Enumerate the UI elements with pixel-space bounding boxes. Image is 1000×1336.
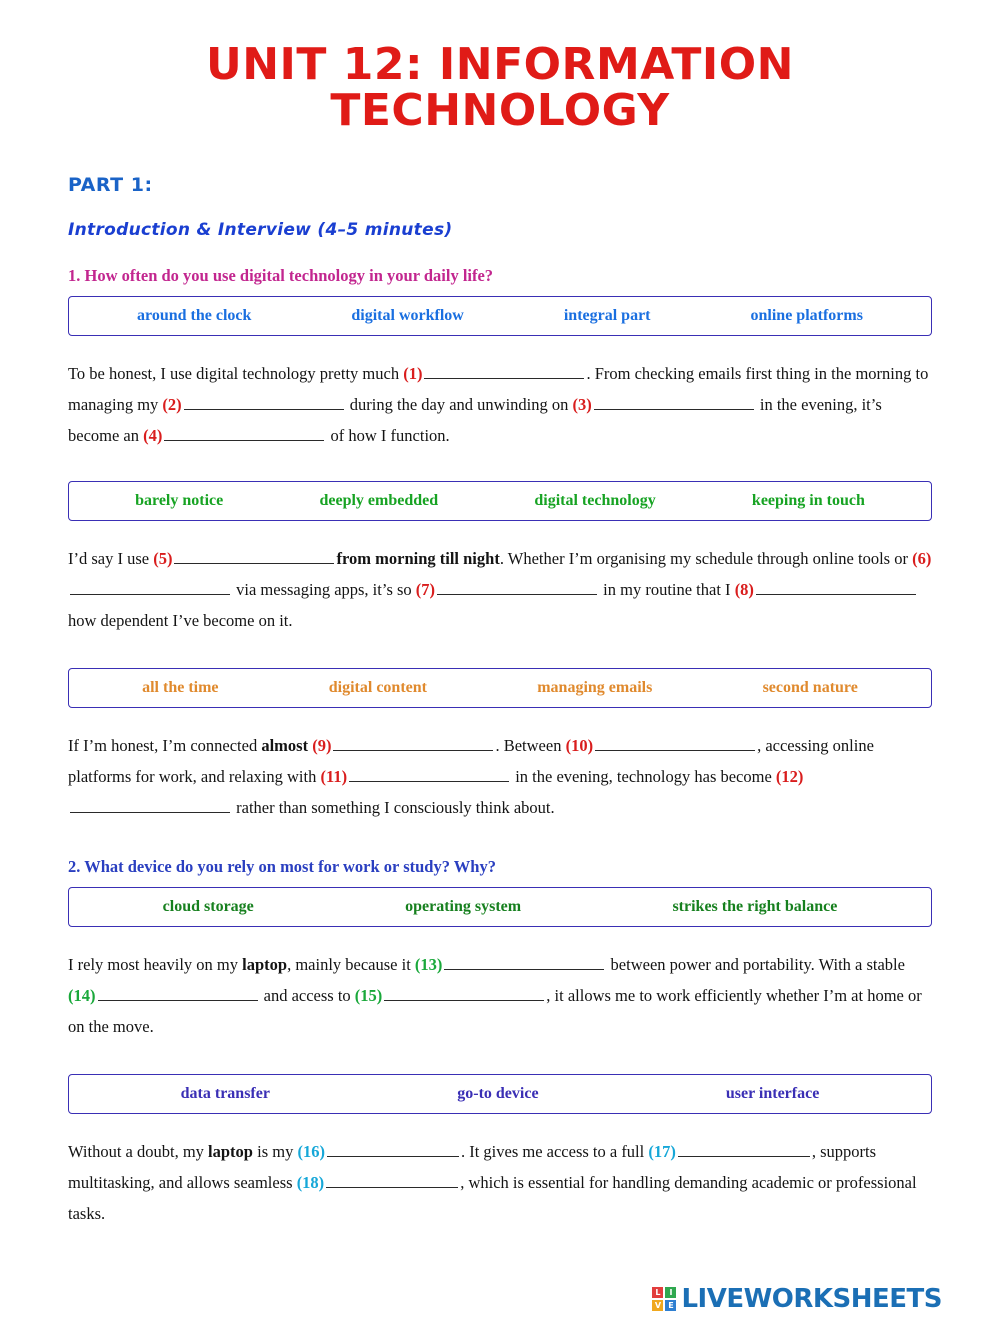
blank-number: (6)	[912, 549, 932, 569]
text-fragment: . Between	[495, 736, 566, 756]
blank-number: (15)	[354, 986, 383, 1006]
blank-number: (11)	[320, 767, 348, 787]
text-emphasis: almost	[261, 736, 309, 756]
blank-number: (14)	[68, 986, 96, 1006]
answer-blank-18[interactable]	[326, 1170, 458, 1188]
text-fragment: how dependent I’ve become on it.	[68, 611, 293, 631]
paragraph-3	[68, 730, 932, 823]
text-fragment: , supports multitasking, and allows seamless	[68, 1142, 877, 1193]
logo-wordmark: LIVEWORKSHEETS	[681, 1284, 942, 1314]
word-bank-item[interactable]: digital content	[328, 679, 427, 697]
word-bank-item[interactable]: data transfer	[180, 1085, 270, 1103]
word-bank-3	[68, 668, 932, 708]
answer-blank-9[interactable]	[333, 733, 493, 751]
paragraph-4	[68, 949, 932, 1042]
text-fragment: via messaging apps, it’s so	[232, 580, 416, 600]
logo-tile-e: E	[665, 1300, 676, 1311]
text-fragment: between power and portability. With a stable	[606, 955, 905, 975]
word-bank-item[interactable]: integral part	[563, 307, 651, 325]
blank-number: (10)	[565, 736, 594, 756]
worksheet-page	[0, 39, 1000, 1336]
blank-number: (7)	[415, 580, 436, 600]
answer-blank-2[interactable]	[184, 392, 344, 410]
word-bank-1	[68, 296, 932, 336]
answer-blank-15[interactable]	[384, 983, 544, 1001]
blank-number: (4)	[143, 426, 163, 446]
text-fragment: If I’m honest, I’m connected	[68, 736, 262, 756]
text-fragment: during the day and unwinding on	[345, 395, 573, 415]
logo-tile-l: L	[652, 1287, 663, 1298]
blank-number: (12)	[775, 767, 804, 787]
word-bank-item[interactable]: second nature	[762, 679, 858, 697]
logo-mark-icon	[652, 1287, 676, 1311]
blank-number: (17)	[648, 1142, 676, 1162]
page-title: UNIT 12: INFORMATION TECHNOLOGY	[206, 39, 794, 137]
logo-tile-v: V	[652, 1300, 663, 1311]
question-2: 2. What device do you rely on most for work or study? Why?	[68, 857, 496, 877]
blank-number: (8)	[734, 580, 754, 600]
section-subtitle: Introduction & Interview (4–5 minutes)	[68, 220, 453, 241]
answer-blank-14[interactable]	[98, 983, 258, 1001]
word-bank-item[interactable]: go-to device	[457, 1085, 539, 1103]
text-fragment: . Whether I’m organising my schedule through online tools or	[499, 549, 913, 569]
text-fragment: in the evening, technology has become	[511, 767, 776, 787]
answer-blank-12[interactable]	[70, 795, 230, 813]
word-bank-item[interactable]: around the clock	[137, 307, 252, 325]
text-fragment: and access to	[259, 986, 355, 1006]
blank-number: (13)	[414, 955, 443, 975]
answer-blank-8[interactable]	[756, 577, 916, 595]
text-fragment: I rely most heavily on my	[68, 955, 243, 975]
word-bank-4	[68, 887, 932, 927]
text-emphasis: laptop	[208, 1142, 253, 1162]
paragraph-2	[68, 543, 932, 636]
text-fragment: , accessing online platforms for work, and relaxing with	[68, 736, 874, 787]
text-fragment: in the evening, it’s become an	[68, 395, 882, 446]
blank-number: (2)	[162, 395, 182, 415]
text-fragment: of how I function.	[326, 426, 450, 446]
word-bank-item[interactable]: deeply embedded	[319, 492, 439, 510]
answer-blank-4[interactable]	[164, 423, 324, 441]
word-bank-5	[68, 1074, 932, 1114]
word-bank-item[interactable]: cloud storage	[162, 898, 254, 916]
blank-number: (3)	[572, 395, 592, 415]
answer-blank-16[interactable]	[327, 1139, 459, 1157]
text-fragment: in my routine that I	[599, 580, 735, 600]
text-fragment: , which is essential for handling demanding academic or professional tasks.	[68, 1173, 917, 1224]
paragraph-1	[68, 358, 932, 451]
blank-number: (5)	[153, 549, 173, 569]
blank-number: (16)	[297, 1142, 325, 1162]
liveworksheets-logo	[652, 1284, 942, 1314]
blank-number: (18)	[296, 1173, 325, 1193]
text-emphasis: from morning till night	[336, 549, 500, 569]
paragraph-5	[68, 1136, 932, 1229]
text-fragment: , it allows me to work efficiently whether I’m at home or on the move.	[68, 986, 922, 1037]
text-emphasis: laptop	[242, 955, 288, 975]
word-bank-item[interactable]: online platforms	[750, 307, 863, 325]
word-bank-item[interactable]: digital technology	[534, 492, 656, 510]
answer-blank-7[interactable]	[437, 577, 597, 595]
word-bank-2	[68, 481, 932, 521]
logo-tile-i: I	[665, 1287, 676, 1298]
word-bank-item[interactable]: operating system	[405, 898, 522, 916]
answer-blank-6[interactable]	[70, 577, 230, 595]
answer-blank-11[interactable]	[349, 764, 509, 782]
part-label: PART 1:	[68, 174, 153, 197]
word-bank-item[interactable]: strikes the right balance	[672, 898, 838, 916]
text-fragment: To be honest, I use digital technology pretty much	[68, 364, 404, 384]
text-fragment: is my	[252, 1142, 298, 1162]
word-bank-item[interactable]: keeping in touch	[751, 492, 865, 510]
blank-number: (1)	[403, 364, 423, 384]
answer-blank-3[interactable]	[594, 392, 754, 410]
word-bank-item[interactable]: all the time	[142, 679, 219, 697]
word-bank-item[interactable]: barely notice	[135, 492, 224, 510]
text-fragment: I’d say I use	[68, 549, 154, 569]
text-fragment: . It gives me access to a full	[460, 1142, 649, 1162]
text-fragment: , mainly because it	[287, 955, 415, 975]
answer-blank-13[interactable]	[444, 952, 604, 970]
answer-blank-5[interactable]	[174, 546, 334, 564]
word-bank-item[interactable]: managing emails	[537, 679, 653, 697]
text-fragment: . From checking emails first thing in the morning to managing my	[68, 364, 929, 415]
question-1: 1. How often do you use digital technology in your daily life?	[68, 266, 494, 286]
blank-number: (9)	[312, 736, 332, 756]
text-fragment: rather than something I consciously think about.	[232, 798, 555, 818]
word-bank-item[interactable]: digital workflow	[351, 307, 464, 325]
word-bank-item[interactable]: user interface	[725, 1085, 820, 1103]
text-fragment: Without a doubt, my	[68, 1142, 209, 1162]
answer-blank-17[interactable]	[678, 1139, 810, 1157]
answer-blank-10[interactable]	[595, 733, 755, 751]
answer-blank-1[interactable]	[424, 361, 584, 379]
